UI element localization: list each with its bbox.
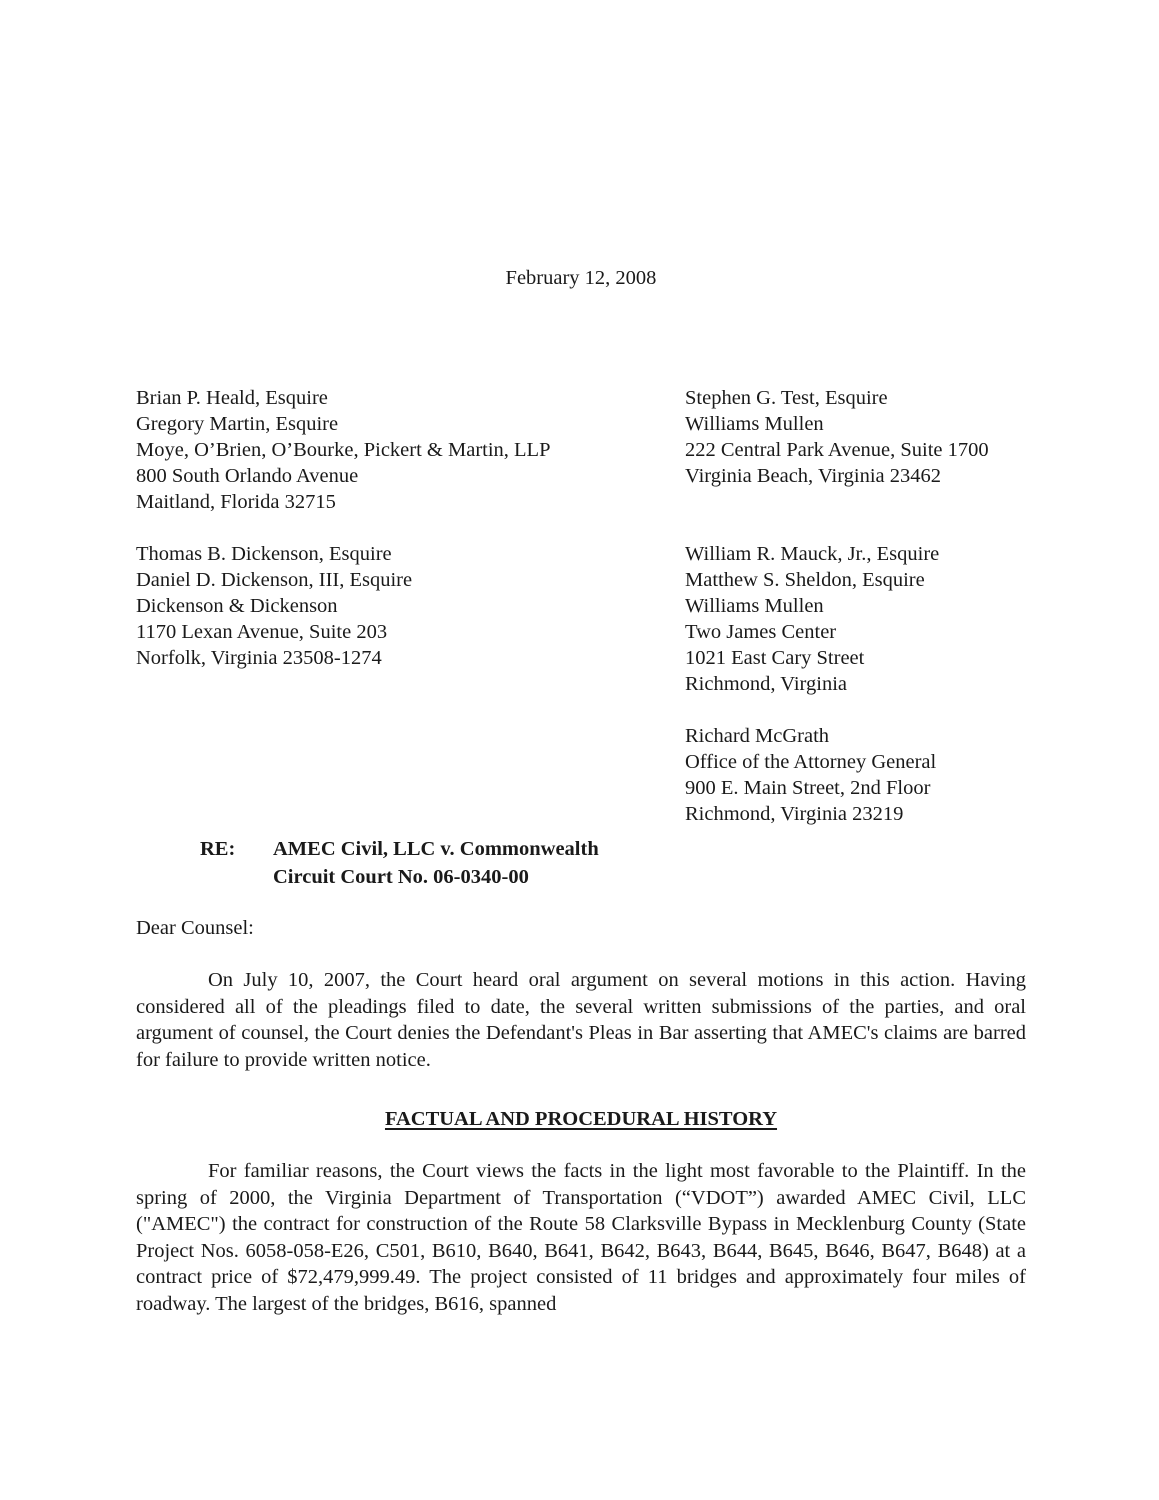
addressee-line: Stephen G. Test, Esquire: [685, 387, 888, 409]
addressee-line: Williams Mullen: [685, 413, 824, 435]
addressee-column-right: [685, 385, 1045, 827]
addressee-line: Office of the Attorney General: [685, 751, 937, 773]
addressee-line: Richard McGrath: [685, 725, 830, 747]
addressee-line: Daniel D. Dickenson, III, Esquire: [136, 569, 413, 591]
addressee-block: [136, 385, 636, 515]
addressee-line: 1021 East Cary Street: [685, 647, 865, 669]
body-paragraph-2: For familiar reasons, the Court views the facts in the light most favorable to the Plaintiff. In the spring of 2000, the Virginia Department of Transportation (“VDOT”) awarded AMEC Civil, LLC ("AMEC") the contract for construction of the Route 58 Clarksville Bypass in Mecklenburg County (State Project Nos. 6058-058-E26, C501, B610, B640, B641, B642, B643, B644, B645, B646, B647, B648) at a contract price of $72,479,999.49. The project consisted of 11 bridges and approximately four miles of roadway. The largest of the bridges, B616, spanned: [136, 1160, 1026, 1315]
addressee-line: Richmond, Virginia: [685, 673, 848, 695]
addressee-line: William R. Mauck, Jr., Esquire: [685, 543, 940, 565]
addressee-line: 1170 Lexan Avenue, Suite 203: [136, 621, 388, 643]
addressee-block: [685, 385, 1045, 489]
addressee-column-left: [136, 385, 636, 671]
salutation: Dear Counsel:: [136, 917, 254, 939]
addressee-line: Williams Mullen: [685, 595, 824, 617]
addressee-line: Virginia Beach, Virginia 23462: [685, 465, 942, 487]
addressee-line: Brian P. Heald, Esquire: [136, 387, 328, 409]
addressee-line: Richmond, Virginia 23219: [685, 803, 904, 825]
re-row: [200, 835, 1026, 863]
re-label: RE:: [200, 838, 236, 860]
addressee-line: Moye, O’Brien, O’Bourke, Pickert & Martin, LLP: [136, 439, 551, 461]
addressee-line: Maitland, Florida 32715: [136, 491, 336, 513]
addressee-area: [136, 385, 1026, 835]
addressee-block: [136, 541, 636, 671]
addressee-line: Matthew S. Sheldon, Esquire: [685, 569, 925, 591]
addressee-line: Dickenson & Dickenson: [136, 595, 338, 617]
addressee-block: [685, 723, 1045, 827]
page-content: [136, 0, 1026, 1317]
addressee-block: [685, 541, 1045, 697]
addressee-line: Thomas B. Dickenson, Esquire: [136, 543, 392, 565]
addressee-line: Two James Center: [685, 621, 837, 643]
addressee-line: Norfolk, Virginia 23508-1274: [136, 647, 382, 669]
addressee-line: Gregory Martin, Esquire: [136, 413, 339, 435]
re-block: [200, 835, 1026, 891]
re-row: [200, 863, 1026, 891]
re-case-name: AMEC Civil, LLC v. Commonwealth: [273, 838, 599, 860]
re-area: [136, 835, 1026, 891]
addressee-line: 800 South Orlando Avenue: [136, 465, 359, 487]
body-paragraph-1: On July 10, 2007, the Court heard oral argument on several motions in this action. Having considered all of the pleadings filed to date, the several written submissions of the parties, and oral argument of counsel, the Court denies the Defendant's Pleas in Bar asserting that AMEC's claims are barred for failure to provide written notice.: [136, 969, 1026, 1071]
addressee-line: 900 E. Main Street, 2nd Floor: [685, 777, 931, 799]
section-heading-factual-and-procedural-history: FACTUAL AND PROCEDURAL HISTORY: [384, 1108, 778, 1130]
addressee-line: 222 Central Park Avenue, Suite 1700: [685, 439, 989, 461]
letter-date: February 12, 2008: [505, 267, 657, 289]
re-case-number: Circuit Court No. 06-0340-00: [273, 866, 529, 888]
